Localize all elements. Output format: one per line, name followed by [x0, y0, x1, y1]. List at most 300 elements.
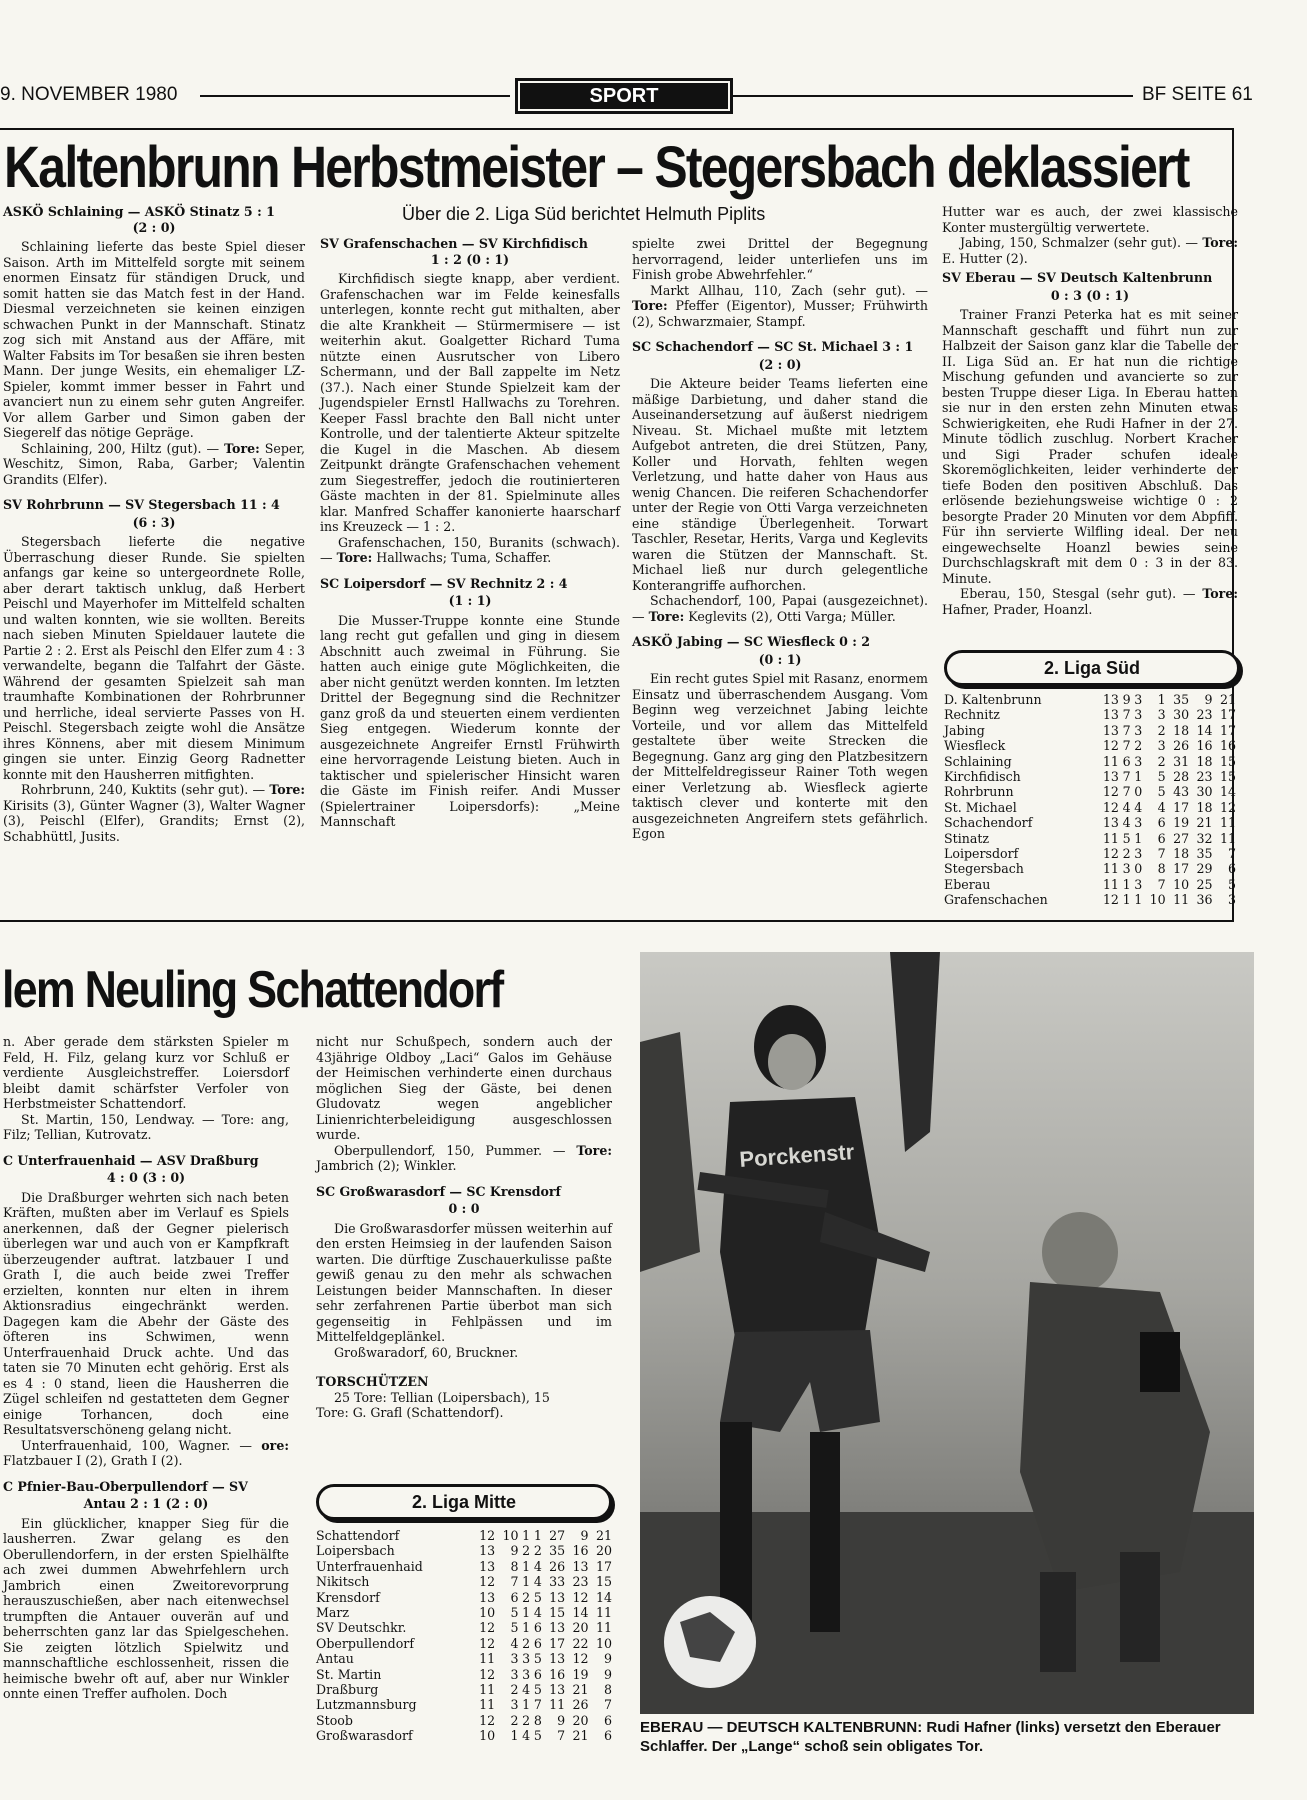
match-score: 0 : 0: [448, 1201, 480, 1216]
header-rule-left: [200, 95, 510, 97]
stat-cell: 1: [522, 1620, 531, 1636]
match-report: Trainer Franzi Peterka hat es mit seiner Mannschaft geschafft und führt nun zur Halbzeit der Saison ganz klar die Tabelle der II. Liga Süd an. Er hat nun die richtige Mischung gefunden und avancierte so zur besten Truppe dieser Liga. In Eberau hatten sie nur in den ersten zehn Minuten etwas Schwierigkeiten, ehe Rudi Hafner in der 27. Minute tödlich zuschlug. Norbert Kracher und Sigi Prader schufen ideale Skoremöglichkeiten, leider verhinderte der tiefe Boden den positiven Abschluß. Das erlösende beziehungsweise wichtige 0 : 2 besorgte Prader 20 Minuten vor dem Abpfiff. Für ihn servierte Wilfling ideal. Der neu eingewechselte Hoanzl bewies seine Durchschlagskraft mit dem 0 : 3 in der 83. Minute.: [942, 307, 1238, 586]
standings-table-liga-sued: [944, 692, 1236, 908]
stat-cell: 12: [479, 1635, 496, 1651]
stat-cell: 1: [1134, 892, 1143, 908]
table-row: [944, 707, 1236, 722]
stat-cell: 28: [1173, 769, 1190, 785]
match-info: Schachendorf, 100, Papai (ausgezeichnet). —: [632, 593, 928, 624]
stat-cell: 10: [1173, 876, 1190, 892]
stat-cell: 6: [603, 1712, 612, 1728]
stat-cell: 2: [522, 1589, 531, 1605]
stat-cell: 1: [1122, 892, 1131, 908]
stat-cell: 3: [1227, 892, 1236, 908]
stat-cell: 9: [603, 1651, 612, 1667]
stat-cell: 14: [1219, 784, 1236, 800]
stat-cell: 1: [522, 1697, 531, 1713]
team-name: Rohrbrunn: [944, 784, 1014, 800]
match-info: St. Martin, 150, Lendway. — Tore:: [21, 1111, 255, 1127]
stat-cell: 1: [522, 1605, 531, 1621]
stat-cell: 5: [510, 1620, 519, 1636]
team-name: Schachendorf: [944, 815, 1033, 831]
stat-cell: 1: [510, 1728, 519, 1744]
stat-cell: 4: [1134, 799, 1143, 815]
stat-cell: 11: [1219, 815, 1236, 831]
stat-cell: 0: [1134, 861, 1143, 877]
stat-cell: 3: [522, 1651, 531, 1667]
goals-label: Tore:: [269, 782, 305, 797]
top-column-1: [3, 204, 305, 844]
stat-cell: 6: [533, 1620, 542, 1636]
stat-cell: 7: [1122, 707, 1131, 723]
stat-cell: 1: [1157, 692, 1166, 707]
stat-cell: 30: [1173, 707, 1190, 723]
match-info: Oberpullendorf, 150, Pummer. —: [334, 1142, 566, 1158]
stat-cell: 5: [1227, 876, 1236, 892]
stat-cell: 18: [1173, 722, 1190, 738]
stat-cell: 33: [549, 1574, 566, 1590]
match-report: Ein recht gutes Spiel mit Rasanz, enormem Einsatz und überraschendem Ausgang. Vom Beginn weg verzeichnet Jabing leichte Vorteile, und vor allem das Mittelfeld gestaltete über weite Strecken die Begegnung. Ganz arg ging den Platzbesitzern der Mittelfeldregisseur Rainer Toth wegen einer Verletzung ab. Wiesfleck agierte taktisch clever und konterte mit den ausgezeichneten Angreifern stets gefährlich. Egon: [632, 671, 928, 841]
goals-label: Tore:: [1202, 586, 1238, 601]
stat-cell: 18: [1173, 846, 1190, 862]
bottom-column-2: [316, 1034, 612, 1421]
stat-cell: 12: [1102, 846, 1119, 862]
goal-scorers: ang, Filz; Tellian, Kutrovatz.: [3, 1111, 289, 1142]
stat-cell: 10: [595, 1635, 612, 1651]
stat-cell: 1: [533, 1528, 542, 1543]
stat-cell: 9: [557, 1712, 566, 1728]
stat-cell: 26: [572, 1697, 589, 1713]
stat-cell: 20: [572, 1620, 589, 1636]
stat-cell: 0: [1134, 784, 1143, 800]
stat-cell: 22: [572, 1635, 589, 1651]
stat-cell: 11: [595, 1620, 612, 1636]
stat-cell: 13: [549, 1682, 566, 1698]
team-name: Krensdorf: [316, 1589, 380, 1605]
stat-cell: 36: [1196, 892, 1213, 908]
match-report: Schlaining lieferte das beste Spiel dieser Saison. Arth im Mittelfeld sorgte mit seinem enormen Einsatz für ständigen Druck, und somit hatten sie das Match fest in der Hand. Diesmal verzeichneten sie keinen einzigen schwachen Punkt in der Mannschaft. Stinatz zog sich mit Anstand aus der Affäre, mit Walter Fabsits im Tor besaßen sie ihren besten Mann. Der junge Wesits, ein ehemaliger LZ-Spieler, kommt immer besser in Fahrt und avanciert nun zu einem sehr guten Angreifer. Vor allem Garber und Simon gaben der Siegerelf das nötige Gepräge.: [3, 239, 305, 440]
stat-cell: 8: [603, 1682, 612, 1698]
stat-cell: 3: [1134, 692, 1143, 707]
team-name: Kirchfidisch: [944, 769, 1021, 785]
stat-cell: 17: [1173, 861, 1190, 877]
stat-cell: 2: [522, 1635, 531, 1651]
section-label: SPORT: [515, 78, 733, 114]
stat-cell: 4: [1157, 799, 1166, 815]
stat-cell: 7: [1122, 738, 1131, 754]
stat-cell: 17: [595, 1558, 612, 1574]
team-name: Stegersbach: [944, 861, 1024, 877]
goals-label: Tore:: [336, 550, 373, 565]
match-info: Schlaining, 200, Hiltz (gut). —: [21, 440, 220, 456]
match-info: Unterfrauenhaid, 100, Wagner. —: [21, 1437, 252, 1453]
table-row: [316, 1605, 612, 1620]
stat-cell: 8: [533, 1712, 542, 1728]
goals-label: Tore:: [576, 1142, 612, 1158]
table-row: [316, 1713, 612, 1728]
team-name: Schlaining: [944, 753, 1012, 769]
match-report: Die Großwarasdorfer müssen weiterhin auf den ersten Heimsieg in der laufenden Saison warten. Die dürftige Zuschauerkulisse paßte gewiß genau zu den mehr als schwachen Leistungen beider Mannschaften. In dieser sehr zerfahrenen Partie überbot man sich gegenseitig in Fehlpässen und im Mittelfeldgeplänkel.: [316, 1220, 612, 1344]
match-score: (0 : 1): [758, 651, 802, 667]
top-column-3: [632, 236, 928, 842]
stat-cell: 11: [1102, 830, 1119, 846]
stat-cell: 15: [549, 1605, 566, 1621]
bottom-headline: lem Neuling Schattendorf: [2, 961, 503, 1019]
stat-cell: 13: [479, 1589, 496, 1605]
table-row: [944, 831, 1236, 846]
continued-text: n. Aber gerade dem stärksten Spieler m Feld, H. Filz, gelang kurz vor Schluß er verdiente Ausgleichstreffer. Loiersdorf bleibt damit schärfster Verfoler von Herbstmeister Schattendorf.: [3, 1034, 289, 1111]
stat-cell: 4: [533, 1558, 542, 1574]
goal-scorers: E. Hutter (2).: [942, 250, 1028, 266]
stat-cell: 9: [603, 1666, 612, 1682]
stat-cell: 3: [510, 1651, 519, 1667]
match-report: Stegersbach lieferte die negative Überraschung dieser Runde. Sie spielten anfangs gar keine so untergeordnete Rolle, aber derart taktisch unklug, daß Herbert Peischl und Mayerhofer im Mittelfeld schalten und walten konnten, wie sie wollten. Bereits nach sieben Minuten Spieldauer lautete die Partie 2 : 2. Erst als Peischl den Elfer zum 4 : 3 verwandelte, begann die Talfahrt der Gäste. Während der gesamten Spielzeit sah man traumhafte Kombinationen der Rohrbrunner und herrliche, ideal servierte Passes von H. Peischl. Stegersbach zeigte wohl die Ansätze ihres Könnens, aber mit diesem Minimum gingen sie unter. Einzig Georg Radnetter konnte mit den Hausherren mitfighten.: [3, 534, 306, 782]
stat-cell: 12: [1102, 892, 1119, 908]
stat-cell: 2: [510, 1712, 519, 1728]
stat-cell: 10: [502, 1528, 519, 1543]
match-info: Großwaradorf, 60, Bruckner.: [334, 1344, 519, 1360]
match-report: Die Musser-Truppe konnte eine Stunde lang recht gut gefallen und ging in diesem Abschnitt auch zweimal in Führung. Sie hatten auch einige gute Möglichkeiten, die aber nicht genützt werden konnten. Im letzten Drittel der Begegnung sind die Rechnitzer ganz groß da und steuerten einem verdienten Sieg entgegen. Wiederum konnte der ausgezeichnete Angreifer Ernstl Frühwirth eine hervorragende Leistung bieten. Auch in taktischer und spielerischer Hinsicht waren die Gäste im Finish reifer. Andi Musser (Spielertrainer Loipersdorfs): „Meine Mannschaft: [320, 612, 620, 829]
match-report: Die Akteure beider Teams lieferten eine mäßige Darbietung, und daher stand die Auseinandersetzung auf äußerst niedrigem Niveau. St. Michael mußte mit letztem Aufgebot antreten, die drei Stützen, Pany, Koller und Horvath, fehlten wegen Verletzung, und hatte daher von Haus aus wenig Chancen. Die reiferen Schachendorfer unter der Regie von Otti Varga verzeichneten eine ständige Überlegenheit. Torwart Taschler, Resetar, Herits, Varga und Keglevits waren die Stützen der Mannschaft. St. Michael ließ nur durch gelegentliche Konterangriffe aufhorchen.: [632, 376, 928, 593]
stat-cell: 35: [1196, 846, 1213, 862]
stat-cell: 16: [1196, 738, 1213, 754]
table-title-liga-mitte: 2. Liga Mitte: [316, 1484, 612, 1520]
stat-cell: 15: [1219, 753, 1236, 769]
stat-cell: 2: [533, 1543, 542, 1559]
match-report: Ein glücklicher, knapper Sieg für die lausherren. Zwar gelang es den Oberullendorfern, in der ersten Spielhälfte ach zwei dummen Abwehrfehlern urch Jambrich einen Zweitorevorprung herauszuschießen, aber nach eitenwechsel trumpften die Antauer ouverän auf und beherrschten ganz lar das Spielgeschehen. Sie zeigten lötzlich Spielwitz und mannschaftliche eschlossenheit, rissen die heimische bwehr oft auf, aber nur Winkler onnte einen Treffer aufholen. Doch: [3, 1515, 289, 1701]
team-name: Antau: [316, 1651, 354, 1667]
stat-cell: 3: [1134, 815, 1143, 831]
team-name: Stoob: [316, 1712, 353, 1728]
goal-scorers: Kirisits (3), Günter Wagner (3), Walter Wagner (3), Peischl (Elfer), Grandits; Ernst (2), Schabhüttl, Jusits.: [3, 797, 305, 844]
stat-cell: 3: [1134, 846, 1143, 862]
stat-cell: 1: [1134, 769, 1143, 785]
top-scorers-line: Tore: G. Grafl (Schattendorf).: [316, 1405, 504, 1420]
stat-cell: 43: [1173, 784, 1190, 800]
stat-cell: 6: [533, 1635, 542, 1651]
team-name: Eberau: [944, 876, 991, 892]
stat-cell: 3: [1134, 707, 1143, 723]
team-name: Oberpullendorf: [316, 1635, 414, 1651]
stat-cell: 16: [1219, 738, 1236, 754]
page-number: BF SEITE 61: [1142, 84, 1253, 105]
stat-cell: 13: [1102, 722, 1119, 738]
match-score: Antau 2 : 1 (2 : 0): [83, 1496, 209, 1511]
shirt-sponsor-text: Porckenstr: [738, 1139, 856, 1172]
stat-cell: 11: [1102, 861, 1119, 877]
stat-cell: 4: [510, 1635, 519, 1651]
match-info: Jabing, 150, Schmalzer (sehr gut). —: [960, 235, 1198, 250]
stat-cell: 16: [549, 1666, 566, 1682]
stat-cell: 7: [557, 1728, 566, 1744]
stat-cell: 13: [1102, 815, 1119, 831]
stat-cell: 7: [533, 1697, 542, 1713]
goals-label: ore:: [261, 1437, 289, 1453]
stat-cell: 1: [522, 1558, 531, 1574]
issue-date: 9. NOVEMBER 1980: [0, 84, 178, 105]
stat-cell: 2: [1157, 753, 1166, 769]
team-name: Marz: [316, 1605, 350, 1621]
stat-cell: 12: [479, 1712, 496, 1728]
stat-cell: 14: [572, 1605, 589, 1621]
stat-cell: 7: [1122, 722, 1131, 738]
goal-scorers: Jambrich (2); Winkler.: [316, 1158, 457, 1173]
table-row: [316, 1728, 612, 1743]
stat-cell: 7: [603, 1697, 612, 1713]
stat-cell: 10: [1149, 892, 1166, 908]
stat-cell: 1: [1134, 830, 1143, 846]
stat-cell: 18: [1196, 799, 1213, 815]
stat-cell: 14: [1196, 722, 1213, 738]
stat-cell: 11: [1102, 876, 1119, 892]
stat-cell: 12: [479, 1666, 496, 1682]
match-score: (6 : 3): [132, 514, 176, 530]
stat-cell: 12: [572, 1651, 589, 1667]
stat-cell: 7: [1122, 769, 1131, 785]
match-title: C Unterfrauenhaid — ASV Draßburg: [3, 1152, 259, 1168]
stat-cell: 17: [1173, 799, 1190, 815]
team-name: Nikitsch: [316, 1574, 370, 1590]
table-row: [316, 1559, 612, 1574]
match-title: ASKÖ Schlaining — ASKÖ Stinatz 5 : 1: [3, 204, 275, 219]
stat-cell: 21: [572, 1682, 589, 1698]
stat-cell: 8: [510, 1558, 519, 1574]
stat-cell: 12: [1219, 799, 1236, 815]
stat-cell: 4: [522, 1728, 531, 1744]
table-row: [944, 754, 1236, 769]
stat-cell: 11: [1219, 830, 1236, 846]
stat-cell: 12: [479, 1528, 496, 1543]
stat-cell: 11: [479, 1651, 496, 1667]
team-name: Loipersdorf: [944, 846, 1019, 862]
stat-cell: 13: [549, 1620, 566, 1636]
match-info: Eberau, 150, Stesgal (sehr gut). —: [960, 586, 1196, 601]
stat-cell: 4: [1122, 799, 1131, 815]
stat-cell: 6: [1122, 753, 1131, 769]
stat-cell: 9: [1204, 692, 1213, 707]
stat-cell: 11: [479, 1697, 496, 1713]
stat-cell: 13: [1102, 707, 1119, 723]
stat-cell: 2: [1122, 846, 1131, 862]
stat-cell: 6: [510, 1589, 519, 1605]
stat-cell: 4: [1122, 815, 1131, 831]
stat-cell: 3: [510, 1666, 519, 1682]
goals-label: Tore:: [224, 440, 260, 456]
stat-cell: 3: [1134, 722, 1143, 738]
table-row: [316, 1697, 612, 1712]
stat-cell: 23: [1196, 769, 1213, 785]
match-photo: [640, 952, 1254, 1714]
stat-cell: 10: [479, 1605, 496, 1621]
stat-cell: 5: [533, 1728, 542, 1744]
stat-cell: 20: [595, 1543, 612, 1559]
table-row: [316, 1620, 612, 1635]
match-score: 4 : 0 (3 : 0): [106, 1170, 186, 1185]
team-name: SV Deutschkr.: [316, 1620, 407, 1636]
goal-scorers: Seper, Weschitz, Simon, Raba, Garber; Valentin Grandits (Elfer).: [3, 440, 305, 487]
stat-cell: 3: [1157, 738, 1166, 754]
top-scorers-line: 25 Tore: Tellian (Loipersbach), 15: [334, 1389, 550, 1405]
stat-cell: 4: [533, 1574, 542, 1590]
table-row: [944, 800, 1236, 815]
match-score: (1 : 1): [448, 593, 492, 608]
top-scorers-heading: TORSCHÜTZEN: [316, 1374, 429, 1389]
stat-cell: 21: [1219, 692, 1236, 707]
team-name: D. Kaltenbrunn: [944, 692, 1042, 707]
match-title: SC Loipersdorf — SV Rechnitz 2 : 4: [320, 575, 568, 591]
goal-scorers: Keglevits (2), Otti Varga; Müller.: [688, 608, 896, 624]
stat-cell: 11: [595, 1605, 612, 1621]
stat-cell: 12: [572, 1589, 589, 1605]
stat-cell: 5: [533, 1682, 542, 1698]
stat-cell: 26: [549, 1558, 566, 1574]
standings-table-liga-mitte: [316, 1528, 612, 1744]
continued-text: Hutter war es auch, der zwei klassische Konter mustergültig verwertete.: [942, 204, 1238, 235]
team-name: Loipersbach: [316, 1543, 395, 1559]
stat-cell: 10: [479, 1728, 496, 1744]
stat-cell: 17: [549, 1635, 566, 1651]
stat-cell: 32: [1196, 830, 1213, 846]
team-name: Großwarasdorf: [316, 1728, 413, 1744]
stat-cell: 27: [1173, 830, 1190, 846]
stat-cell: 5: [1122, 830, 1131, 846]
stat-cell: 11: [479, 1682, 496, 1698]
stat-cell: 5: [510, 1605, 519, 1621]
stat-cell: 7: [1227, 846, 1236, 862]
stat-cell: 23: [1196, 707, 1213, 723]
stat-cell: 23: [572, 1574, 589, 1590]
match-info: Markt Allhau, 110, Zach (sehr gut). —: [650, 282, 928, 298]
team-name: Jabing: [944, 722, 985, 738]
match-title: C Pfnier-Bau-Oberpullendorf — SV: [3, 1478, 248, 1494]
match-title: SC Großwarasdorf — SC Krensdorf: [316, 1183, 561, 1199]
stat-cell: 13: [479, 1558, 496, 1574]
stat-cell: 1: [522, 1574, 531, 1590]
table-row: [944, 723, 1236, 738]
match-title: SV Grafenschachen — SV Kirchfidisch: [320, 236, 588, 251]
team-name: Stinatz: [944, 830, 990, 846]
table-row: [944, 815, 1236, 830]
stat-cell: 25: [1196, 876, 1213, 892]
stat-cell: 21: [595, 1528, 612, 1543]
stat-cell: 17: [1219, 707, 1236, 723]
continued-text: nicht nur Schußpech, sondern auch der 43jährige Oldboy „Laci“ Galos im Gehäuse der Heimischen verhinderte einen durchaus möglichen Sieg der Gäste, bei denen Gludovatz wegen angeblicher Linienrichterbeleidigung ausgeschlossen wurde.: [316, 1034, 612, 1142]
table-row: [944, 861, 1236, 876]
stat-cell: 13: [479, 1543, 496, 1559]
match-score: (2 : 0): [758, 356, 802, 372]
team-name: Grafenschachen: [944, 892, 1048, 908]
match-info: Rohrbrunn, 240, Kuktits (sehr gut). —: [21, 782, 266, 797]
match-score: 0 : 3 (0 : 1): [1050, 287, 1130, 303]
stat-cell: 6: [533, 1666, 542, 1682]
main-headline: Kaltenbrunn Herbstmeister – Stegersbach deklassiert: [4, 135, 1189, 200]
table-title-liga-sued: 2. Liga Süd: [944, 650, 1240, 686]
stat-cell: 2: [510, 1682, 519, 1698]
stat-cell: 11: [549, 1697, 566, 1713]
table-row: [316, 1590, 612, 1605]
stat-cell: 9: [580, 1528, 589, 1543]
table-row: [316, 1574, 612, 1589]
stat-cell: 7: [1122, 784, 1131, 800]
bottom-column-1: [3, 1034, 289, 1702]
photo-caption: EBERAU — DEUTSCH KALTENBRUNN: Rudi Hafner (links) versetzt den Eberauer Schlaffer. Der „Lange“ schoß sein obligates Tor.: [640, 1719, 1221, 1755]
team-name: St. Michael: [944, 799, 1017, 815]
stat-cell: 9: [1122, 692, 1131, 707]
stat-cell: 1: [522, 1528, 531, 1543]
stat-cell: 3: [1122, 861, 1131, 877]
match-title: ASKÖ Jabing — SC Wiesfleck 0 : 2: [632, 634, 871, 649]
goal-scorers: Pfeffer (Eigentor), Musser; Frühwirth (2), Schwarzmaier, Stampf.: [632, 298, 928, 329]
stat-cell: 12: [479, 1620, 496, 1636]
stat-cell: 15: [595, 1574, 612, 1590]
team-name: Draßburg: [316, 1682, 379, 1698]
goal-scorers: Flatzbauer I (2), Grath I (2).: [3, 1453, 183, 1468]
continued-text: spielte zwei Drittel der Begegnung hervorragend, leider unterliefen uns im Finish grobe Abwehrfehler.“: [632, 236, 928, 282]
team-name: Rechnitz: [944, 707, 1000, 723]
stat-cell: 18: [1196, 753, 1213, 769]
match-score: 1 : 2 (0 : 1): [430, 251, 510, 267]
match-title: SV Rohrbrunn — SV Stegersbach 11 : 4: [3, 497, 280, 512]
team-name: Unterfrauenhaid: [316, 1558, 423, 1574]
goals-label: Tore:: [1202, 235, 1238, 250]
stat-cell: 27: [549, 1528, 566, 1543]
table-row: [944, 784, 1236, 799]
table-row: [316, 1667, 612, 1682]
table-row: [316, 1682, 612, 1697]
stat-cell: 35: [1173, 692, 1190, 707]
stat-cell: 13: [549, 1651, 566, 1667]
stat-cell: 6: [603, 1728, 612, 1744]
photo-illustration: [640, 952, 1254, 1714]
match-title: SC Schachendorf — SC St. Michael 3 : 1: [632, 339, 914, 354]
stat-cell: 4: [522, 1682, 531, 1698]
match-score: (2 : 0): [132, 219, 176, 235]
stat-cell: 12: [479, 1574, 496, 1590]
stat-cell: 14: [595, 1589, 612, 1605]
stat-cell: 8: [1157, 861, 1166, 877]
stat-cell: 5: [533, 1651, 542, 1667]
team-name: Wiesfleck: [944, 738, 1006, 754]
goal-scorers: Hallwachs; Tuma, Schaffer.: [376, 550, 552, 565]
stat-cell: 21: [572, 1728, 589, 1744]
stat-cell: 5: [533, 1589, 542, 1605]
stat-cell: 2: [1157, 722, 1166, 738]
stat-cell: 6: [1157, 815, 1166, 831]
stat-cell: 26: [1173, 738, 1190, 754]
team-name: Lutzmannsburg: [316, 1697, 417, 1713]
match-report: Kirchfidisch siegte knapp, aber verdient. Grafenschachen war im Felde keinesfalls unterlegen, konnte recht gut mithalten, aber die alte Krankheit — Stürmermisere — ist weiterhin akut. Goalgetter Richard Tuma nützte einen Ausrutscher von Libero Schermann, und der Ball zappelte im Netz (37.). Nach einer Stunde Spielzeit kam der Jugendspieler Ernstl Hallwachs zu Torehren. Keeper Fassl brachte den Ball nicht unter Kontrolle, und der talentierte Akteur spitzelte die Kugel in die Maschen. Ab diesem Zeitpunkt drängte Grafenschachen vehement zum Siegestreffer, jedoch die routinierteren Gäste machten in der 81. Spielminute alles klar. Manfred Schaffer kanonierte haarscharf ins Kreuzeck — 1 : 2.: [320, 271, 620, 534]
match-report: Die Draßburger wehrten sich nach beten Kräften, mußten aber im Verlauf es Spiels anerkennen, daß der Gegner pielerisch überlegen war und auch von er Kampfkraft überzeugender auftrat. latzbauer I und Grath I, die auch beide zwei Treffer erzielten, konnten nur elten in ihrem Aktionsradius eingechränkt werden. Dagegen kam die Abehr der Gäste des öfteren ins Schwimen, wenn Unterfrauenhaid Druck achte. Und das taten sie 70 Minuten echt gehörig. Erst als es 4 : 0 stand, lieen die Hausherren die Zügel schleifen nd gestatteten dem Gegner einige Torhancen, doch eine Resultatsverschöneng gelang nicht.: [3, 1189, 289, 1437]
stat-cell: 35: [549, 1543, 566, 1559]
header-rule-right: [733, 95, 1133, 97]
stat-cell: 29: [1196, 861, 1213, 877]
stat-cell: 19: [1173, 815, 1190, 831]
stat-cell: 3: [522, 1666, 531, 1682]
stat-cell: 11: [1102, 753, 1119, 769]
stat-cell: 31: [1173, 753, 1190, 769]
table-row: [944, 877, 1236, 892]
match-title: SV Eberau — SV Deutsch Kaltenbrunn: [942, 270, 1213, 285]
stat-cell: 13: [1102, 769, 1119, 785]
table-row: [944, 846, 1236, 861]
stat-cell: 13: [572, 1558, 589, 1574]
stat-cell: 12: [1102, 784, 1119, 800]
table-row: [316, 1528, 612, 1543]
stat-cell: 17: [1219, 722, 1236, 738]
stat-cell: 11: [1173, 892, 1190, 908]
top-column-2: [320, 236, 620, 830]
stat-cell: 12: [1102, 738, 1119, 754]
